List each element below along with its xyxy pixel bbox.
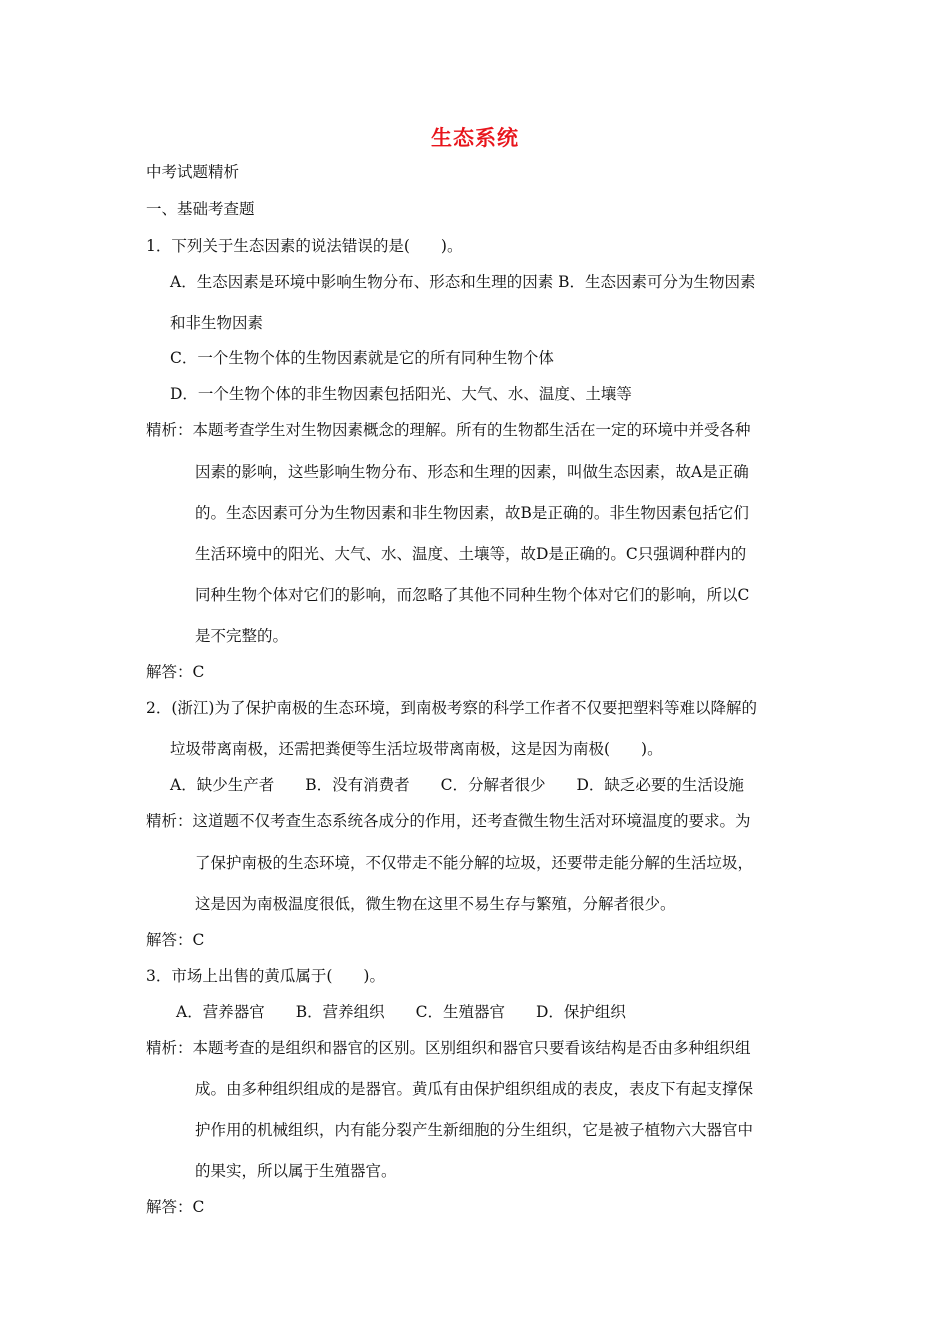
q1-analysis-line: 生活环境中的阳光、大气、水、温度、土壤等，故D是正确的。C只强调种群内的 [195,545,747,563]
q3-answer: 解答：C [146,1198,205,1216]
q1-option-ab-cont: 和非生物因素 [170,314,264,332]
q2-analysis-line: 了保护南极的生态环境，不仅带走不能分解的垃圾，还要带走能分解的生活垃圾， [195,854,754,872]
q1-analysis-line: 的。生态因素可分为生物因素和非生物因素，故B是正确的。非生物因素包括它们 [195,504,749,522]
q1-option-c: C．一个生物个体的生物因素就是它的所有同种生物个体 [170,349,554,367]
q1-option-d: D．一个生物个体的非生物因素包括阳光、大气、水、温度、土壤等 [170,385,632,403]
q3-stem: 3．市场上出售的黄瓜属于( )。 [146,967,385,985]
document-title: 生态系统 [431,126,519,150]
q2-analysis-line: 这是因为南极温度很低，微生物在这里不易生存与繁殖，分解者很少。 [195,895,676,913]
q1-stem: 1．下列关于生态因素的说法错误的是( )。 [146,237,463,255]
q1-answer: 解答：C [146,663,205,681]
q1-option-ab: A．生态因素是环境中影响生物分布、形态和生理的因素 B．生态因素可分为生物因素 [170,273,756,291]
q1-analysis-line: 精析：本题考查学生对生物因素概念的理解。所有的生物都生活在一定的环境中并受各种 [146,421,751,439]
q3-options: A．营养器官 B．营养组织 C．生殖器官 D．保护组织 [176,1003,626,1021]
q2-analysis-line: 精析：这道题不仅考查生态系统各成分的作用，还考查微生物生活对环境温度的要求。为 [146,812,751,830]
q1-analysis-line: 因素的影响，这些影响生物分布、形态和生理的因素，叫做生态因素，故A是正确 [195,463,749,481]
q3-analysis-line: 的果实，所以属于生殖器官。 [195,1162,397,1180]
q2-answer: 解答：C [146,931,205,949]
q3-analysis-line: 成。由多种组织组成的是器官。黄瓜有由保护组织组成的表皮，表皮下有起支撑保 [195,1080,754,1098]
q2-stem-cont: 垃圾带离南极，还需把粪便等生活垃圾带离南极，这是因为南极( )。 [170,740,663,758]
q2-options: A．缺少生产者 B．没有消费者 C．分解者很少 D．缺乏必要的生活设施 [170,776,744,794]
q1-analysis-line: 是不完整的。 [195,627,289,645]
section-heading: 一、基础考查题 [146,200,255,218]
q3-analysis-line: 精析：本题考查的是组织和器官的区别。区别组织和器官只要看该结构是否由多种组织组 [146,1039,751,1057]
subtitle: 中考试题精析 [146,163,240,181]
q3-analysis-line: 护作用的机械组织，内有能分裂产生新细胞的分生组织，它是被子植物六大器官中 [195,1121,754,1139]
q2-stem: 2．(浙江)为了保护南极的生态环境，到南极考察的科学工作者不仅要把塑料等难以降解的 [146,699,757,717]
q1-analysis-line: 同种生物个体对它们的影响，而忽略了其他不同种生物个体对它们的影响，所以C [195,586,750,604]
